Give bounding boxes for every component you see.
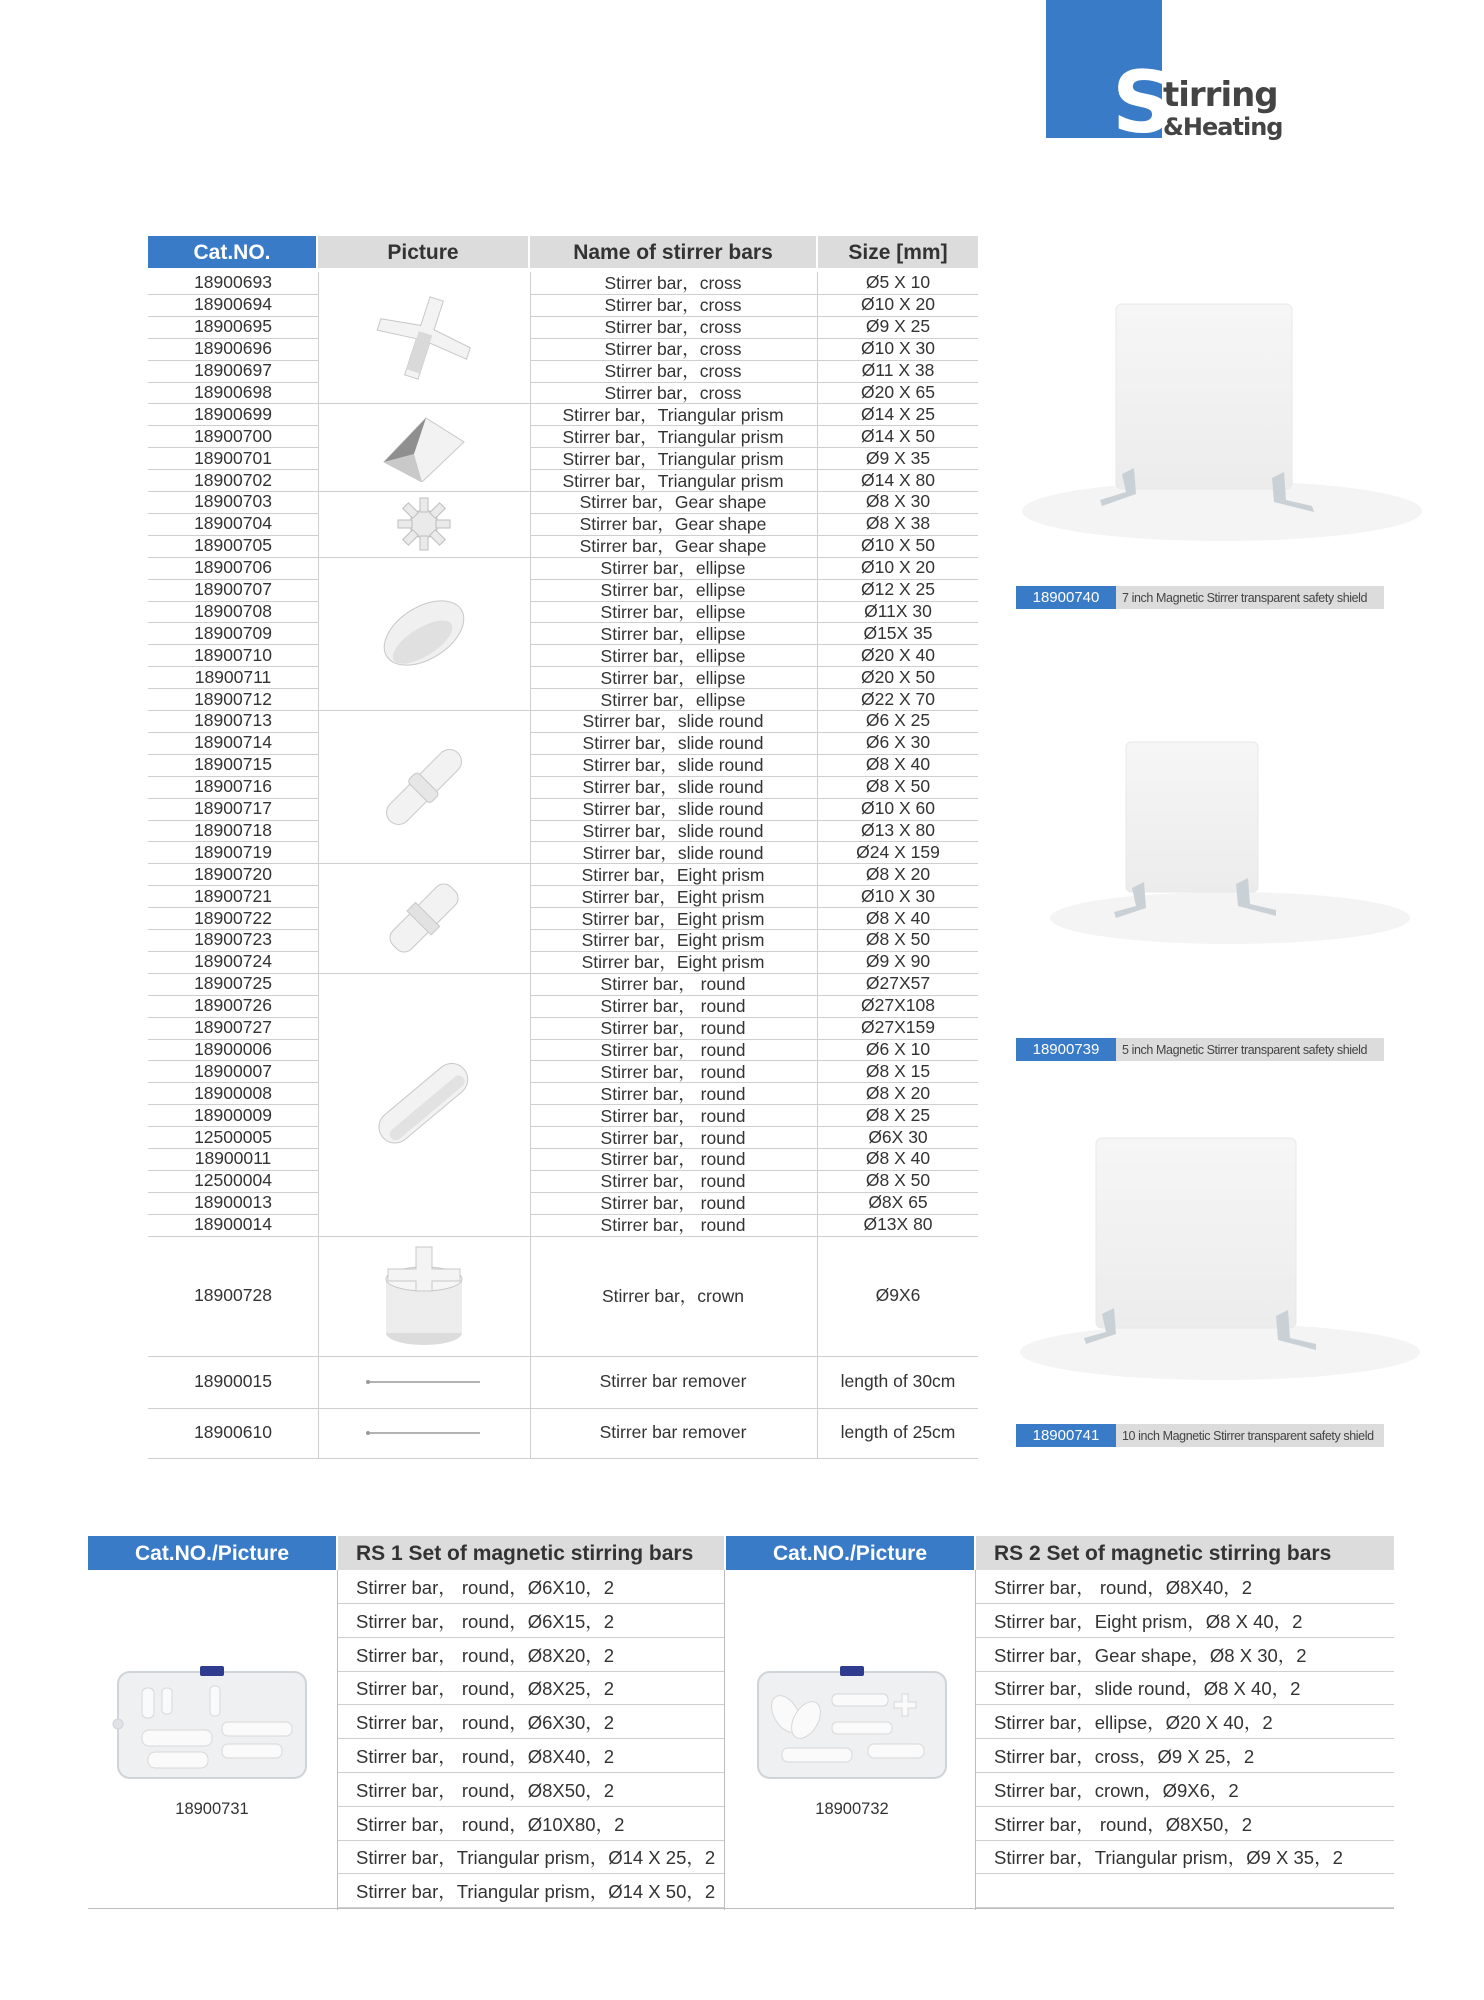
set2-header-title: RS 2 Set of magnetic stirring bars <box>976 1536 1394 1570</box>
size-cell: Ø22 X 70 <box>861 688 935 709</box>
shield-description: 7 inch Magnetic Stirrer transparent safety shield <box>1122 591 1368 605</box>
table-row <box>148 841 978 863</box>
cat-no-cell: 18900717 <box>194 798 272 819</box>
table-row <box>148 1082 978 1104</box>
size-cell: Ø14 X 25 <box>861 403 935 424</box>
table-row <box>148 447 978 469</box>
column-divider <box>817 272 818 1458</box>
name-cell: Stirrer bar，crown <box>602 1286 744 1307</box>
shield-caption-7inch <box>1016 586 1384 609</box>
table-row <box>148 622 978 644</box>
size-cell: Ø11X 30 <box>864 600 932 621</box>
logo-subtitle: &Heating <box>1163 113 1283 141</box>
size-cell: Ø8 X 50 <box>865 929 931 950</box>
cat-no-cell: 18900722 <box>194 907 272 928</box>
table-row <box>148 579 978 601</box>
name-cell: Stirrer bar，Triangular prism <box>562 448 784 469</box>
name-cell: Stirrer bar， round <box>600 1171 746 1192</box>
size-cell: Ø8 X 50 <box>865 1170 931 1191</box>
cat-no-cell: 18900707 <box>194 579 272 600</box>
table-row <box>148 403 978 425</box>
cat-no-cell: 18900009 <box>194 1104 272 1125</box>
cat-no-cell: 18900013 <box>194 1192 272 1213</box>
shield-image-5inch <box>1040 738 1420 958</box>
size-cell: length of 30cm <box>840 1371 956 1392</box>
size-cell: length of 25cm <box>840 1422 956 1443</box>
size-cell: Ø12 X 25 <box>861 579 935 600</box>
set-item: Stirrer bar，Eight prism，Ø8 X 40，2 <box>976 1604 1394 1638</box>
cat-no-cell: 18900697 <box>194 360 272 381</box>
name-cell: Stirrer bar，slide round <box>582 711 764 732</box>
cat-no-cell: 18900008 <box>194 1082 272 1103</box>
set1-box-image <box>112 1664 312 1784</box>
cat-no-cell: 18900718 <box>194 819 272 840</box>
set-item: Stirrer bar， round，Ø6X30，2 <box>338 1705 724 1739</box>
size-cell: Ø10 X 30 <box>861 338 935 359</box>
size-cell: Ø9 X 25 <box>865 316 931 337</box>
size-cell: Ø8 X 40 <box>865 907 931 928</box>
name-cell: Stirrer bar，cross <box>604 317 742 338</box>
header-picture: Picture <box>318 236 528 268</box>
size-cell: Ø14 X 80 <box>861 469 935 490</box>
shield-number: 18900739 <box>1016 1038 1116 1061</box>
table-row <box>148 535 978 557</box>
table-row <box>148 1126 978 1148</box>
cat-no-cell: 18900695 <box>194 316 272 337</box>
table-row <box>148 360 978 382</box>
shield-caption-5inch <box>1016 1038 1384 1061</box>
cat-no-cell: 12500004 <box>194 1170 272 1191</box>
size-cell: Ø11 X 38 <box>861 360 935 381</box>
set-item: Stirrer bar， round，Ø6X15，2 <box>338 1604 724 1638</box>
cat-no-cell: 18900708 <box>194 600 272 621</box>
shield-image-7inch <box>1022 296 1442 556</box>
cat-no-cell: 18900696 <box>194 338 272 359</box>
name-cell: Stirrer bar，ellipse <box>600 601 746 622</box>
name-cell: Stirrer bar remover <box>599 1371 747 1392</box>
cat-no-cell: 18900724 <box>194 951 272 972</box>
name-cell: Stirrer bar，cross <box>604 361 742 382</box>
size-cell: Ø27X159 <box>861 1017 935 1038</box>
shield-number: 18900740 <box>1016 586 1116 609</box>
cat-no-cell: 18900711 <box>194 666 272 687</box>
size-cell: Ø5 X 10 <box>865 272 931 293</box>
logo-letter: S <box>1112 53 1174 153</box>
table-row <box>148 1214 978 1236</box>
shield-number: 18900741 <box>1016 1424 1116 1447</box>
name-cell: Stirrer bar，cross <box>604 295 742 316</box>
stirrer-bar-slide-image <box>318 710 530 863</box>
set-item: Stirrer bar， round，Ø8X50，2 <box>976 1807 1394 1841</box>
name-cell: Stirrer bar，cross <box>604 382 742 403</box>
name-cell: Stirrer bar，cross <box>604 273 742 294</box>
table-row <box>148 1039 978 1061</box>
set-item: Stirrer bar，cross，Ø9 X 25，2 <box>976 1739 1394 1773</box>
cat-no-cell: 18900694 <box>194 294 272 315</box>
table-row <box>148 1236 978 1356</box>
table-row <box>148 272 978 294</box>
name-cell: Stirrer bar，slide round <box>582 755 764 776</box>
table-row <box>148 644 978 666</box>
size-cell: Ø8 X 40 <box>865 1148 931 1169</box>
set-item: Stirrer bar，Triangular prism，Ø14 X 25，2 <box>338 1840 724 1874</box>
table-row <box>148 798 978 820</box>
name-cell: Stirrer bar， round <box>600 1018 746 1039</box>
cat-no-cell: 18900011 <box>194 1148 272 1169</box>
table-row <box>148 557 978 579</box>
cat-no-cell: 18900700 <box>194 425 272 446</box>
cat-no-cell: 18900723 <box>194 929 272 950</box>
cat-no-cell: 18900721 <box>194 885 272 906</box>
size-cell: Ø8 X 40 <box>865 754 931 775</box>
table-row <box>148 732 978 754</box>
size-cell: Ø6 X 10 <box>865 1038 931 1059</box>
set-item: Stirrer bar， round，Ø8X50，2 <box>338 1773 724 1807</box>
name-cell: Stirrer bar， round <box>600 1127 746 1148</box>
name-cell: Stirrer bar，Triangular prism <box>562 470 784 491</box>
set-item: Stirrer bar，slide round，Ø8 X 40，2 <box>976 1671 1394 1705</box>
cat-no-cell: 18900728 <box>194 1285 272 1306</box>
size-cell: Ø9 X 35 <box>865 447 931 468</box>
table-row <box>148 491 978 513</box>
size-cell: Ø6 X 25 <box>865 710 931 731</box>
set-divider <box>337 1570 338 1910</box>
table-row <box>148 1060 978 1082</box>
set-item: Stirrer bar，Gear shape，Ø8 X 30，2 <box>976 1638 1394 1672</box>
table-row <box>148 885 978 907</box>
table-row <box>148 710 978 732</box>
size-cell: Ø13 X 80 <box>861 819 935 840</box>
picture-group-divider <box>318 1458 530 1459</box>
size-cell: Ø8X 65 <box>868 1192 928 1213</box>
size-cell: Ø10 X 20 <box>861 294 935 315</box>
set-item: Stirrer bar， round，Ø8X25，2 <box>338 1671 724 1705</box>
stirrer-bar-crown-image <box>318 1236 530 1356</box>
table-row <box>148 863 978 885</box>
name-cell: Stirrer bar，ellipse <box>600 580 746 601</box>
size-cell: Ø27X57 <box>865 973 931 994</box>
size-cell: Ø9 X 90 <box>865 951 931 972</box>
name-cell: Stirrer bar， round <box>600 1149 746 1170</box>
size-cell: Ø13X 80 <box>863 1214 933 1235</box>
size-cell: Ø8 X 25 <box>865 1104 931 1125</box>
shield-image-10inch <box>1020 1130 1440 1390</box>
size-cell: Ø20 X 65 <box>861 381 935 402</box>
size-cell: Ø10 X 60 <box>861 798 935 819</box>
cat-no-cell: 18900610 <box>194 1422 272 1443</box>
cat-no-cell: 18900693 <box>194 272 272 293</box>
size-cell: Ø8 X 20 <box>865 1082 931 1103</box>
set-divider <box>975 1570 976 1910</box>
cat-no-cell: 18900706 <box>194 557 272 578</box>
set2-box-image <box>752 1664 952 1784</box>
set-item <box>976 1874 1394 1908</box>
set1-header-title: RS 1 Set of magnetic stirring bars <box>338 1536 724 1570</box>
size-cell: Ø6 X 30 <box>865 732 931 753</box>
table-row <box>148 776 978 798</box>
cat-no-cell: 18900713 <box>194 710 272 731</box>
table-row <box>148 1170 978 1192</box>
name-cell: Stirrer bar，Eight prism <box>581 864 765 885</box>
set-item: Stirrer bar，Triangular prism，Ø14 X 50，2 <box>338 1874 724 1908</box>
table-row <box>148 469 978 491</box>
size-cell: Ø15X 35 <box>863 622 933 643</box>
size-cell: Ø6X 30 <box>868 1126 928 1147</box>
set-item: Stirrer bar，Triangular prism，Ø9 X 35，2 <box>976 1840 1394 1874</box>
table-row <box>148 907 978 929</box>
cat-no-cell: 12500005 <box>194 1126 272 1147</box>
stirrer-bar-remover-image <box>318 1408 530 1458</box>
cat-no-cell: 18900726 <box>194 995 272 1016</box>
table-row <box>148 688 978 710</box>
cat-no-cell: 18900015 <box>194 1371 272 1392</box>
table-row <box>148 929 978 951</box>
name-cell: Stirrer bar， round <box>600 974 746 995</box>
table-row <box>148 973 978 995</box>
set-item: Stirrer bar，crown，Ø9X6，2 <box>976 1773 1394 1807</box>
set1-cat-no: 18900731 <box>175 1800 249 1818</box>
table-row <box>148 382 978 404</box>
name-cell: Stirrer bar，Eight prism <box>581 930 765 951</box>
name-cell: Stirrer bar，slide round <box>582 777 764 798</box>
shield-caption-10inch <box>1016 1424 1384 1447</box>
name-cell: Stirrer bar，Triangular prism <box>562 426 784 447</box>
table-row <box>148 294 978 316</box>
size-cell: Ø10 X 30 <box>861 885 935 906</box>
size-cell: Ø8 X 50 <box>865 776 931 797</box>
set1-header-cat: Cat.NO./Picture <box>88 1536 336 1570</box>
cat-no-cell: 18900704 <box>194 513 272 534</box>
set-item: Stirrer bar，ellipse，Ø20 X 40，2 <box>976 1705 1394 1739</box>
table-row <box>148 316 978 338</box>
name-cell: Stirrer bar，slide round <box>582 842 764 863</box>
set2-cat-no: 18900732 <box>815 1800 889 1818</box>
shield-description: 10 inch Magnetic Stirrer transparent safety shield <box>1122 1429 1374 1443</box>
cat-no-cell: 18900715 <box>194 754 272 775</box>
set-divider <box>724 1570 725 1910</box>
name-cell: Stirrer bar remover <box>599 1422 747 1443</box>
size-cell: Ø14 X 50 <box>861 425 935 446</box>
cat-no-cell: 18900705 <box>194 535 272 556</box>
column-divider <box>530 272 531 1458</box>
name-cell: Stirrer bar，ellipse <box>600 667 746 688</box>
stirrer-bar-round-image <box>318 973 530 1236</box>
cat-no-cell: 18900007 <box>194 1060 272 1081</box>
table-row <box>148 1356 978 1408</box>
cat-no-cell: 18900712 <box>194 688 272 709</box>
name-cell: Stirrer bar，ellipse <box>600 623 746 644</box>
name-cell: Stirrer bar，ellipse <box>600 558 746 579</box>
stirrer-bar-gear-image <box>318 491 530 557</box>
name-cell: Stirrer bar， round <box>600 1061 746 1082</box>
stirrer-bar-eight-image <box>318 863 530 973</box>
name-cell: Stirrer bar，Eight prism <box>581 952 765 973</box>
cat-no-cell: 18900716 <box>194 776 272 797</box>
header-name: Name of stirrer bars <box>530 236 816 268</box>
name-cell: Stirrer bar，Gear shape <box>579 536 767 557</box>
table-row <box>148 601 978 623</box>
size-cell: Ø20 X 50 <box>861 666 935 687</box>
size-cell: Ø8 X 30 <box>865 491 931 512</box>
set-item: Stirrer bar， round，Ø8X40，2 <box>976 1570 1394 1604</box>
name-cell: Stirrer bar， round <box>600 1039 746 1060</box>
stirrer-bar-remover-image <box>318 1356 530 1408</box>
table-row <box>148 425 978 447</box>
cat-no-cell: 18900006 <box>194 1038 272 1059</box>
size-cell: Ø10 X 20 <box>861 557 935 578</box>
size-cell: Ø8 X 38 <box>865 513 931 534</box>
cat-no-cell: 18900698 <box>194 381 272 402</box>
cat-no-cell: 18900703 <box>194 491 272 512</box>
name-cell: Stirrer bar， round <box>600 1083 746 1104</box>
cat-no-cell: 18900714 <box>194 732 272 753</box>
size-cell: Ø20 X 40 <box>861 644 935 665</box>
row-divider <box>530 1458 978 1459</box>
set-item: Stirrer bar， round，Ø8X40，2 <box>338 1739 724 1773</box>
cat-no-cell: 18900709 <box>194 622 272 643</box>
name-cell: Stirrer bar， round <box>600 1215 746 1236</box>
size-cell: Ø10 X 50 <box>861 535 935 556</box>
name-cell: Stirrer bar，ellipse <box>600 645 746 666</box>
name-cell: Stirrer bar，slide round <box>582 820 764 841</box>
name-cell: Stirrer bar，Gear shape <box>579 514 767 535</box>
table-row <box>148 1408 978 1458</box>
name-cell: Stirrer bar，ellipse <box>600 689 746 710</box>
table-row <box>148 1017 978 1039</box>
set-item: Stirrer bar， round，Ø10X80，2 <box>338 1807 724 1841</box>
stirrer-bar-cross-image <box>318 272 530 403</box>
table-row <box>148 754 978 776</box>
set-bottom-line <box>88 1908 1394 1909</box>
cat-no-cell: 18900702 <box>194 469 272 490</box>
size-cell: Ø8 X 15 <box>865 1060 931 1081</box>
name-cell: Stirrer bar，Eight prism <box>581 908 765 929</box>
cat-no-cell: 18900727 <box>194 1017 272 1038</box>
cat-no-cell: 18900720 <box>194 863 272 884</box>
cat-no-cell: 18900014 <box>194 1214 272 1235</box>
stirrer-bar-ellipse-image <box>318 557 530 710</box>
name-cell: Stirrer bar，Eight prism <box>581 886 765 907</box>
cat-no-cell: 18900699 <box>194 403 272 424</box>
header-size: Size [mm] <box>818 236 978 268</box>
name-cell: Stirrer bar， round <box>600 1193 746 1214</box>
logo-title: tirring <box>1163 75 1278 115</box>
cat-no-cell: 18900701 <box>194 447 272 468</box>
table-row <box>148 951 978 973</box>
name-cell: Stirrer bar，Gear shape <box>579 492 767 513</box>
row-divider <box>148 1458 318 1459</box>
name-cell: Stirrer bar，slide round <box>582 799 764 820</box>
table-row <box>148 820 978 842</box>
name-cell: Stirrer bar，slide round <box>582 733 764 754</box>
cat-no-cell: 18900719 <box>194 841 272 862</box>
table-row <box>148 1148 978 1170</box>
table-row <box>148 1104 978 1126</box>
shield-description: 5 inch Magnetic Stirrer transparent safety shield <box>1122 1043 1368 1057</box>
table-row <box>148 995 978 1017</box>
stirrer-bar-prism-image <box>318 403 530 491</box>
size-cell: Ø9X6 <box>875 1285 921 1306</box>
size-cell: Ø24 X 159 <box>856 841 940 862</box>
cat-no-cell: 18900725 <box>194 973 272 994</box>
table-row <box>148 513 978 535</box>
set2-header-cat: Cat.NO./Picture <box>726 1536 974 1570</box>
name-cell: Stirrer bar， round <box>600 996 746 1017</box>
header-cat-no: Cat.NO. <box>148 236 316 268</box>
name-cell: Stirrer bar， round <box>600 1105 746 1126</box>
name-cell: Stirrer bar，cross <box>604 339 742 360</box>
table-row <box>148 338 978 360</box>
table-row <box>148 1192 978 1214</box>
cat-no-cell: 18900710 <box>194 644 272 665</box>
name-cell: Stirrer bar，Triangular prism <box>562 404 784 425</box>
set-item: Stirrer bar， round，Ø6X10，2 <box>338 1570 724 1604</box>
size-cell: Ø8 X 20 <box>865 863 931 884</box>
table-row <box>148 666 978 688</box>
set-item: Stirrer bar， round，Ø8X20，2 <box>338 1638 724 1672</box>
size-cell: Ø27X108 <box>861 995 935 1016</box>
